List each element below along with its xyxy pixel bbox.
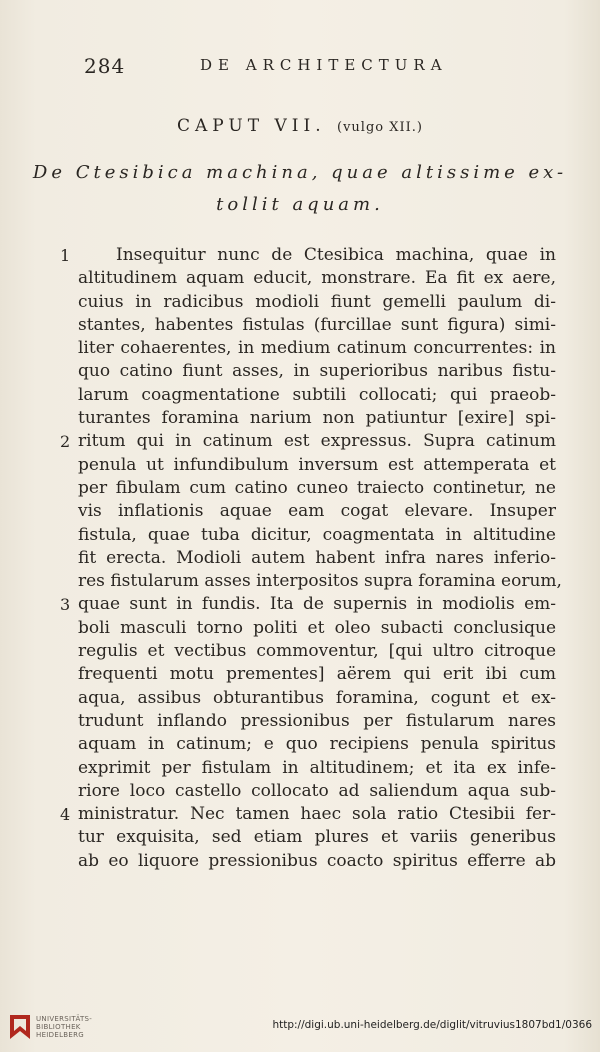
chapter-note: (vulgo XII.) bbox=[337, 120, 423, 135]
text-line: penula ut infundibulum inversum est attemperata et bbox=[78, 454, 556, 475]
text-line: ab eo liquore pressionibus coacto spiritus efferre ab bbox=[78, 850, 556, 871]
text-line: larum coagmentatione subtili collocati; qui praeob- bbox=[78, 384, 556, 405]
text-line: regulis et vectibus commoventur, [qui ultro citroque bbox=[78, 641, 556, 662]
section-number: 4 bbox=[60, 805, 71, 825]
text-line: fit erecta. Modioli autem habent infra nares inferio- bbox=[78, 547, 556, 568]
text-line: altitudinem aquam educit, monstrare. Ea fit ex aere, bbox=[78, 268, 556, 289]
text-line: res fistularum asses interpositos supra foramina eorum, bbox=[78, 571, 562, 592]
text-line: ministratur. Nec tamen haec sola ratio Ctesibii fer- 4 bbox=[78, 803, 556, 826]
library-name bbox=[36, 1015, 92, 1039]
library-name-line-3: HEIDELBERG bbox=[36, 1031, 84, 1039]
library-name-line-1: UNIVERSITÄTS- bbox=[36, 1015, 93, 1023]
body-text bbox=[60, 244, 562, 873]
text-line: tur exquisita, sed etiam plures et variis generibus bbox=[78, 827, 556, 848]
chapter-title: CAPUT VII. bbox=[177, 116, 326, 136]
section-number: 3 bbox=[60, 595, 71, 615]
running-head: DE ARCHITECTURA bbox=[200, 56, 448, 74]
section-number: 2 bbox=[60, 432, 71, 452]
text-line: cuius in radicibus modioli fiunt gemelli paulum di- bbox=[78, 291, 556, 312]
text-line: aqua, assibus obturantibus foramina, cogunt et ex- bbox=[78, 687, 556, 708]
text-line: trudunt inflando pressionibus per fistularum nares bbox=[78, 710, 556, 731]
text-line: per fibulam cum catino cuneo traiecto continetur, ne bbox=[78, 477, 556, 498]
library-logo-icon bbox=[8, 1013, 32, 1041]
page-number: 284 bbox=[84, 54, 126, 78]
text-line: ritum qui in catinum est expressus. Supra catinum 2 bbox=[78, 430, 556, 453]
page-footer bbox=[0, 1000, 600, 1052]
chapter-subtitle-line-1: De Ctesibica machina, quae altissime ex- bbox=[32, 162, 568, 183]
text-line: boli masculi torno politi et oleo subacti conclusique bbox=[78, 617, 556, 638]
section-number: 1 bbox=[60, 246, 71, 265]
text-line: vis inflationis aquae eam cogat elevare. Insuper bbox=[78, 501, 556, 522]
chapter-subtitle-line-2: tollit aquam. bbox=[216, 194, 384, 215]
text-line: exprimit per fistulam in altitudinem; et ita ex infe- bbox=[78, 757, 556, 778]
chapter-heading bbox=[0, 116, 600, 136]
text-line: frequenti motu prementes] aërem qui erit ibi cum bbox=[78, 664, 556, 685]
text-line: quo catino fiunt asses, in superioribus naribus fistu- bbox=[78, 361, 556, 382]
text-line: quae sunt in fundis. Ita de supernis in modiolis em- 3 bbox=[78, 593, 556, 616]
text-line: stantes, habentes fistulas (furcillae sunt figura) simi- bbox=[78, 314, 556, 335]
text-line: liter cohaerentes, in medium catinum concurrentes: in bbox=[78, 338, 556, 359]
page-header bbox=[84, 54, 560, 78]
source-url-link[interactable]: http://digi.ub.uni-heidelberg.de/diglit/vitruvius1807bd1/0366 bbox=[272, 1019, 592, 1031]
library-name-line-2: BIBLIOTHEK bbox=[36, 1023, 81, 1031]
text-line: turantes foramina narium non patiuntur [exire] spi- bbox=[78, 408, 556, 429]
text-line: fistula, quae tuba dicitur, coagmentata in altitudine bbox=[78, 524, 556, 545]
text-line: riore loco castello collocato ad saliendum aqua sub- bbox=[78, 780, 556, 801]
text-line: Insequitur nunc de Ctesibica machina, quae in 1 bbox=[78, 244, 556, 267]
text-line: aquam in catinum; e quo recipiens penula spiritus bbox=[78, 734, 556, 755]
